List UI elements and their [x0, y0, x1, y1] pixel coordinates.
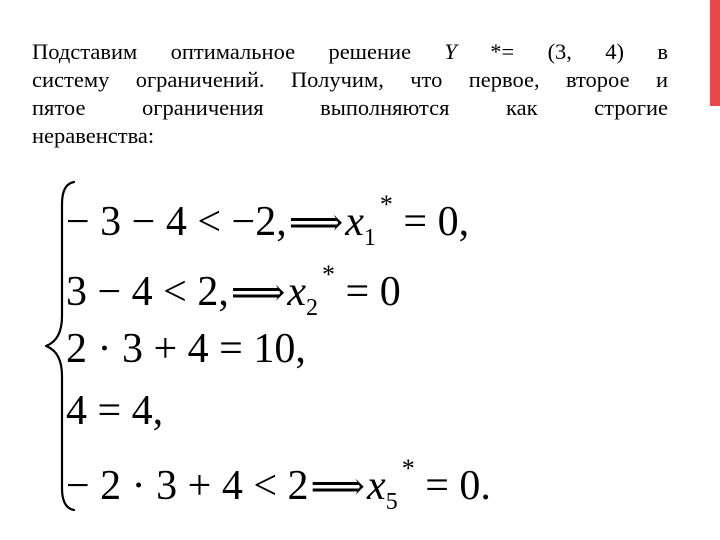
constraint-5: [66, 456, 491, 514]
intro-variable-y: Y: [444, 39, 457, 64]
constraint-4-text: 4 = 4,: [66, 388, 164, 434]
intro-line-3: пятое ограничения выполняются как строгие: [32, 95, 668, 120]
implies-icon: ⟹: [230, 272, 286, 314]
constraint-5-superscript: *: [401, 454, 415, 483]
intro-paragraph: [32, 38, 668, 150]
intro-line-2: систему ограничений. Получим, что первое, второе и: [32, 67, 668, 92]
intro-line-1-suffix: *= (3, 4) в: [456, 39, 668, 64]
constraint-1-superscript: *: [379, 190, 393, 219]
constraint-2-lhs: 3 − 4 < 2,: [66, 269, 229, 315]
constraint-3-text: 2 · 3 + 4 = 10,: [66, 326, 306, 372]
constraint-5-rhs: = 0.: [414, 463, 491, 509]
constraint-2-rhs: = 0: [335, 269, 401, 315]
constraint-5-variable: x: [367, 463, 386, 509]
constraint-5-lhs: − 2 · 3 + 4 < 2: [66, 463, 309, 509]
intro-line-4: неравенства:: [32, 123, 155, 148]
constraint-4: [66, 390, 163, 432]
constraint-2: [66, 262, 401, 320]
intro-line-1: [32, 38, 668, 66]
constraint-1-variable: x: [345, 199, 364, 245]
constraint-1-lhs: − 3 − 4 < −2,: [66, 199, 287, 245]
constraint-1: [66, 192, 469, 250]
constraint-2-variable: x: [287, 269, 307, 315]
constraint-2-subscript: 2: [306, 295, 319, 321]
implies-icon: ⟹: [310, 466, 366, 508]
intro-line-1-prefix: Подставим оптимальное решение: [32, 39, 445, 64]
accent-bar: [710, 0, 720, 106]
constraint-1-subscript: 1: [363, 225, 376, 251]
constraint-2-superscript: *: [322, 260, 336, 289]
constraint-1-rhs: = 0,: [392, 199, 470, 245]
implies-icon: ⟹: [288, 202, 344, 244]
constraint-5-subscript: 5: [385, 489, 398, 515]
constraint-3: [66, 328, 306, 370]
